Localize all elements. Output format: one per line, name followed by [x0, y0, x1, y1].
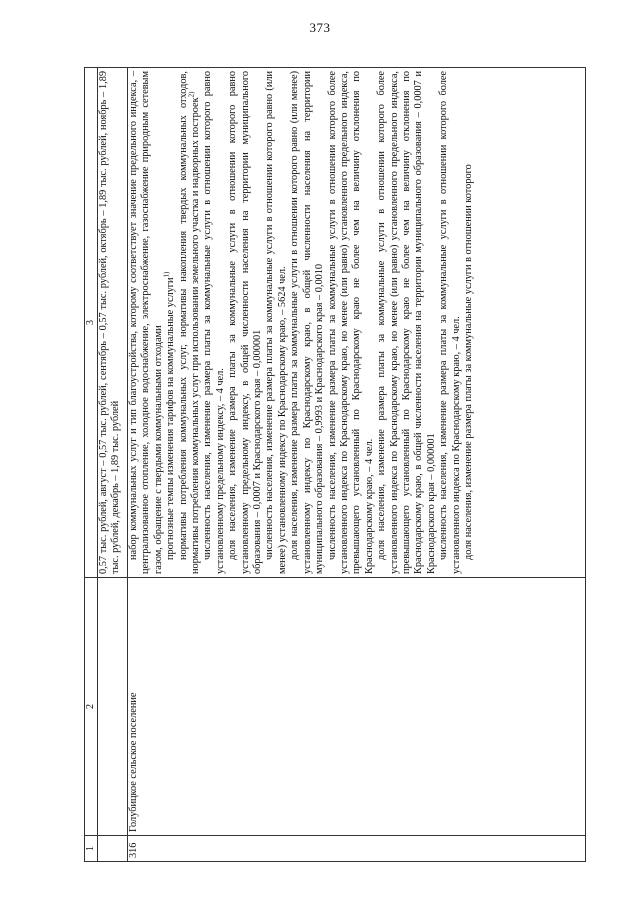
paragraph-population-between: численность населения, изменение размера платы за коммунальные услуги в отношении которого более установленного индекса по Краснодарскому краю, но менее (или равно) установленного предельного индекса, превышающего установленный по Краснодарскому краю не более чем на величину отклонения по Краснодарскому краю, – 4 чел.	[326, 71, 375, 574]
footnote-1-marker: 1)	[162, 271, 171, 278]
paragraph-population-equal: численность населения, изменение размера платы за коммунальные услуги в отношении которого равно установленному предельному индексу, – 4 чел.	[202, 71, 226, 574]
continuation-name-cell	[98, 578, 128, 836]
continuation-num-cell	[98, 836, 128, 862]
paragraph-tariff-rates: прогнозные темпы изменения тарифов на коммунальные услуги$^{1)}$	[162, 271, 177, 560]
paragraph-service-set: набор коммунальных услуг и тип благоустройства, которому соответствует значение предельного индекса, – централизованное отопление, холодное водоснабжение, электроснабжение, газоснабжение природным сетевым газом, обращение с твердыми коммунальными отходами	[128, 71, 164, 574]
row-number: 316	[128, 836, 586, 862]
paragraph-share-le-regional: доля населения, изменение размера платы за коммунальные услуги в отношении которого равно (или менее) установленному индексу по Краснодарскому краю, в общей численности населения на территории муниципального образования – 0,9993 и Краснодарского края – 0,0010	[289, 71, 326, 574]
row-details	[128, 68, 586, 578]
table-row	[128, 68, 586, 862]
paragraph-share-above: доля населения, изменение размера платы за коммунальные услуги в отношении которого	[462, 164, 474, 560]
settlement-name: Голубицкое сельское поселение	[128, 578, 586, 836]
continuation-row	[98, 68, 128, 862]
page-number: 373	[309, 20, 331, 35]
paragraph-share-equal: доля населения, изменение размера платы за коммунальные услуги в отношении которого равно установленному предельному индексу, в общей численности населения на территории муниципального образования – 0,0007 и Краснодарского края – 0,000001	[227, 71, 264, 574]
paragraph-share-between: доля населения, изменение размера платы за коммунальные услуги в отношении которого более установленного индекса по Краснодарскому краю, но менее (или равно) установленного предельного индекса, превышающего установленный по Краснодарскому краю не более чем на величину отклонения по Краснодарскому краю, в общей численности населения на территории муниципального образования – 0,0007 и Краснодарского края – 0,000001	[376, 71, 437, 574]
document-table	[84, 67, 586, 862]
paragraph-norms: нормативы потребления коммунальных услуг, нормативы накопления твердых коммунальных отходов, нормативы потребления коммунальных услуг при использовании земельного участка и надворных построек$^{2)}$	[177, 71, 202, 574]
continuation-text: 0,57 тыс. рублей, август – 0,57 тыс. рублей, сентябрь – 0,57 тыс. рублей, октябрь – 1,89 тыс. рублей, ноябрь – 1,89 тыс. рублей, декабрь – 1,89 тыс. рублей	[98, 71, 122, 574]
paragraph-population-above: численность населения, изменение размера платы за коммунальные услуги в отношении которого более установленного индекса по Краснодарскому краю, – 4 чел.	[438, 71, 462, 574]
continuation-text-cell	[98, 68, 128, 578]
header-col-1: 1	[85, 836, 98, 862]
rotated-table-frame	[84, 68, 586, 862]
table-header-row	[85, 68, 98, 862]
header-col-2: 2	[85, 578, 98, 836]
paragraph-population-le-regional: численность населения, изменение размера платы за коммунальные услуги в отношении которого равно (или менее) установленному индексу по Краснодарскому краю, – 5624 чел.	[264, 71, 288, 574]
header-col-3: 3	[85, 68, 98, 578]
footnote-2-marker: 2)	[187, 91, 196, 98]
